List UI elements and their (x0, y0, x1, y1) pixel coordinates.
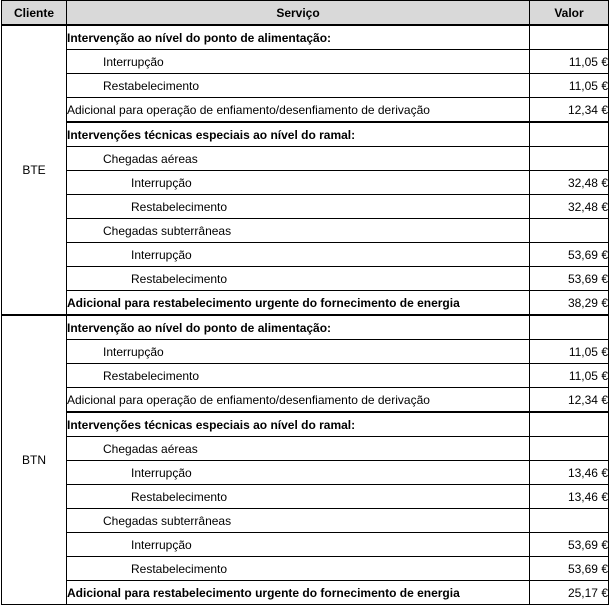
servico-cell: Intervenção ao nível do ponto de alimentação: (67, 315, 530, 340)
servico-cell: Intervenções técnicas especiais ao nível do ramal: (67, 412, 530, 437)
table-row (2, 485, 609, 509)
table-row (2, 171, 609, 195)
valor-cell (530, 412, 609, 437)
cliente-cell: BTE (2, 25, 67, 315)
servico-cell: Restabelecimento (67, 364, 530, 388)
valor-cell: 12,34 € (530, 388, 609, 413)
cliente-cell: BTN (2, 315, 67, 605)
table-row (2, 267, 609, 291)
table-row (2, 195, 609, 219)
servico-cell: Adicional para restabelecimento urgente do fornecimento de energia (67, 581, 530, 605)
servico-cell: Adicional para operação de enfiamento/desenfiamento de derivação (67, 98, 530, 123)
table-row (2, 74, 609, 98)
valor-cell: 32,48 € (530, 195, 609, 219)
table-row (2, 315, 609, 340)
servico-cell: Chegadas subterrâneas (67, 509, 530, 533)
servico-cell: Interrupção (67, 533, 530, 557)
header-row (2, 1, 609, 26)
servico-cell: Adicional para operação de enfiamento/desenfiamento de derivação (67, 388, 530, 413)
valor-cell: 53,69 € (530, 533, 609, 557)
valor-cell: 12,34 € (530, 98, 609, 123)
table-row (2, 122, 609, 147)
valor-cell (530, 509, 609, 533)
table-row (2, 25, 609, 50)
valor-cell: 11,05 € (530, 340, 609, 364)
tariff-body (2, 25, 609, 605)
header-servico: Serviço (67, 1, 530, 26)
valor-cell (530, 25, 609, 50)
valor-cell (530, 437, 609, 461)
valor-cell: 38,29 € (530, 291, 609, 316)
servico-cell: Intervenção ao nível do ponto de alimentação: (67, 25, 530, 50)
servico-cell: Interrupção (67, 171, 530, 195)
servico-cell: Restabelecimento (67, 267, 530, 291)
valor-cell: 32,48 € (530, 171, 609, 195)
table-row (2, 509, 609, 533)
valor-cell: 13,46 € (530, 461, 609, 485)
table-row (2, 412, 609, 437)
valor-cell: 53,69 € (530, 267, 609, 291)
servico-cell: Interrupção (67, 243, 530, 267)
servico-cell: Adicional para restabelecimento urgente do fornecimento de energia (67, 291, 530, 316)
servico-cell: Chegadas subterrâneas (67, 219, 530, 243)
valor-cell: 11,05 € (530, 364, 609, 388)
tariff-table (1, 0, 609, 605)
servico-cell: Interrupção (67, 340, 530, 364)
servico-cell: Restabelecimento (67, 195, 530, 219)
table-row (2, 437, 609, 461)
servico-cell: Interrupção (67, 461, 530, 485)
table-row (2, 557, 609, 581)
table-row (2, 364, 609, 388)
valor-cell: 11,05 € (530, 50, 609, 74)
header-cliente: Cliente (2, 1, 67, 26)
valor-cell (530, 147, 609, 171)
valor-cell (530, 219, 609, 243)
valor-cell: 11,05 € (530, 74, 609, 98)
table-row (2, 340, 609, 364)
valor-cell: 53,69 € (530, 243, 609, 267)
table-row (2, 219, 609, 243)
table-row (2, 98, 609, 123)
table-row (2, 461, 609, 485)
servico-cell: Restabelecimento (67, 485, 530, 509)
servico-cell: Restabelecimento (67, 74, 530, 98)
valor-cell (530, 122, 609, 147)
header-valor: Valor (530, 1, 609, 26)
table-row (2, 533, 609, 557)
table-row (2, 147, 609, 171)
table-row (2, 388, 609, 413)
servico-cell: Restabelecimento (67, 557, 530, 581)
table-row (2, 243, 609, 267)
servico-cell: Chegadas aéreas (67, 437, 530, 461)
valor-cell: 13,46 € (530, 485, 609, 509)
valor-cell: 25,17 € (530, 581, 609, 605)
servico-cell: Intervenções técnicas especiais ao nível do ramal: (67, 122, 530, 147)
valor-cell: 53,69 € (530, 557, 609, 581)
servico-cell: Interrupção (67, 50, 530, 74)
table-row (2, 50, 609, 74)
valor-cell (530, 315, 609, 340)
servico-cell: Chegadas aéreas (67, 147, 530, 171)
table-row (2, 291, 609, 316)
